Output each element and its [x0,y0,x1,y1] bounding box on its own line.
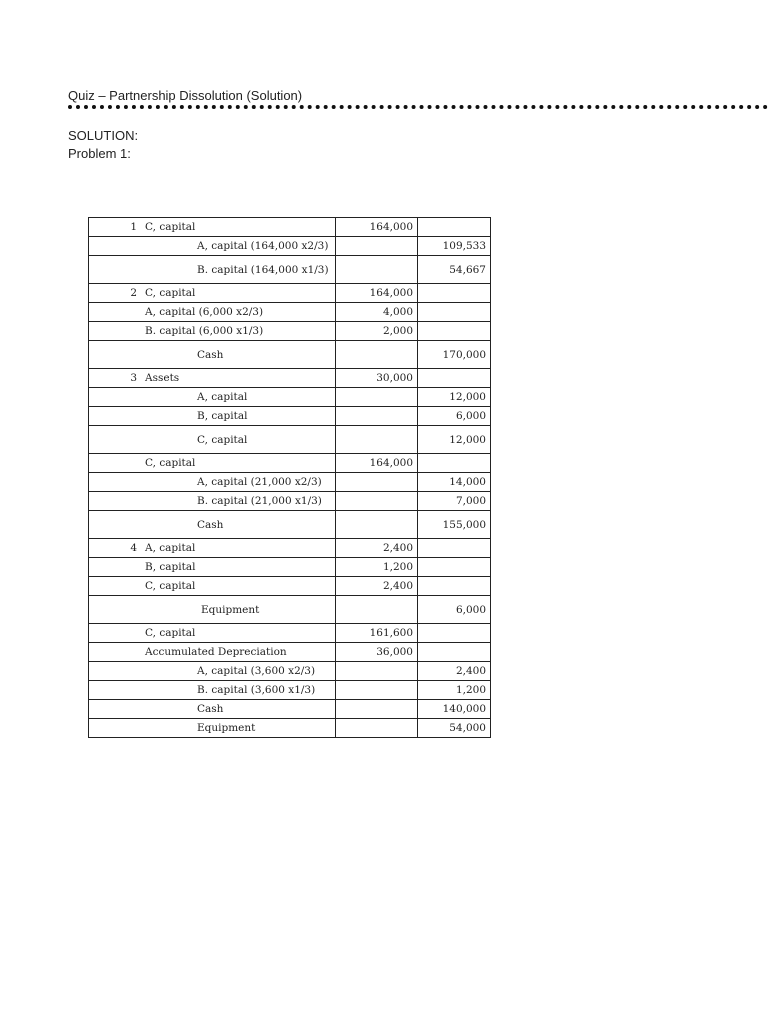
account-cell [89,700,336,719]
account-cell [89,511,336,539]
account-name: C, capital [145,580,196,592]
entry-number: 3 [130,372,137,384]
debit-amount [336,719,418,738]
credit-amount: 6,000 [418,596,491,624]
debit-amount [336,426,418,454]
journal-row [89,256,491,284]
account-cell [89,218,336,237]
account-cell [89,237,336,256]
account-name: Cash [197,348,224,361]
credit-amount: 140,000 [418,700,491,719]
debit-amount [336,256,418,284]
account-cell [89,643,336,662]
journal-row [89,322,491,341]
account-name: C, capital [145,221,196,233]
account-cell [89,426,336,454]
entry-number: 4 [130,542,137,554]
debit-amount [336,341,418,369]
account-cell [89,624,336,643]
account-cell [89,596,336,624]
debit-amount: 2,400 [336,577,418,596]
journal-body [89,218,491,738]
journal-row [89,454,491,473]
entry-number: 1 [130,221,137,233]
journal-row [89,577,491,596]
account-cell [89,341,336,369]
debit-amount: 2,000 [336,322,418,341]
debit-amount [336,700,418,719]
account-name: A, capital [197,391,248,403]
account-name: Cash [197,703,224,715]
debit-amount [336,681,418,700]
credit-amount [418,454,491,473]
account-cell [89,303,336,322]
account-name: B, capital [145,561,196,573]
credit-amount: 14,000 [418,473,491,492]
account-cell [89,407,336,426]
credit-amount: 12,000 [418,426,491,454]
journal-row [89,341,491,369]
account-name: A, capital (21,000 x2/3) [197,476,322,488]
journal-row [89,596,491,624]
account-cell [89,719,336,738]
account-name: Equipment [197,722,256,734]
journal-row [89,492,491,511]
account-cell [89,473,336,492]
credit-amount [418,643,491,662]
credit-amount [418,369,491,388]
credit-amount: 155,000 [418,511,491,539]
account-name: C, capital [145,627,196,639]
account-name: Accumulated Depreciation [145,646,287,658]
credit-amount [418,577,491,596]
debit-amount [336,473,418,492]
journal-row [89,643,491,662]
page-title: Quiz – Partnership Dissolution (Solution) [68,88,303,103]
account-cell [89,369,336,388]
credit-amount [418,303,491,322]
journal-row [89,511,491,539]
debit-amount: 164,000 [336,218,418,237]
credit-amount [418,539,491,558]
account-name: B. capital (21,000 x1/3) [197,495,322,507]
debit-amount [336,388,418,407]
journal-row [89,284,491,303]
debit-amount: 1,200 [336,558,418,577]
debit-amount: 4,000 [336,303,418,322]
journal-row [89,369,491,388]
account-name: Cash [197,518,224,531]
account-name: B, capital [197,410,248,422]
debit-amount: 161,600 [336,624,418,643]
account-name: A, capital [145,542,196,554]
problem-label: Problem 1: [68,146,131,161]
journal-entries-table [88,217,491,738]
account-name: Equipment [201,603,260,616]
journal-row [89,624,491,643]
debit-amount: 36,000 [336,643,418,662]
debit-amount [336,237,418,256]
account-name: C, capital [197,433,248,446]
credit-amount [418,284,491,303]
journal-row [89,426,491,454]
debit-amount: 30,000 [336,369,418,388]
journal-row [89,218,491,237]
journal-row [89,407,491,426]
account-cell [89,454,336,473]
debit-amount [336,596,418,624]
account-cell [89,492,336,511]
account-name: B. capital (6,000 x1/3) [145,325,264,337]
account-name: A, capital (6,000 x2/3) [145,306,264,318]
credit-amount [418,558,491,577]
debit-amount: 164,000 [336,454,418,473]
journal-row [89,700,491,719]
credit-amount [418,322,491,341]
credit-amount: 12,000 [418,388,491,407]
debit-amount [336,492,418,511]
debit-amount [336,662,418,681]
account-cell [89,539,336,558]
debit-amount [336,407,418,426]
credit-amount: 6,000 [418,407,491,426]
account-cell [89,322,336,341]
journal-row [89,662,491,681]
journal-row [89,681,491,700]
journal-row [89,388,491,407]
credit-amount: 109,533 [418,237,491,256]
credit-amount: 54,667 [418,256,491,284]
journal-row [89,473,491,492]
account-cell [89,662,336,681]
account-name: A, capital (164,000 x2/3) [197,240,329,252]
credit-amount [418,218,491,237]
journal-row [89,719,491,738]
journal-row [89,539,491,558]
account-cell [89,256,336,284]
debit-amount: 2,400 [336,539,418,558]
credit-amount: 54,000 [418,719,491,738]
account-name: C, capital [145,287,196,299]
credit-amount: 7,000 [418,492,491,511]
journal-row [89,303,491,322]
dotted-divider [68,105,768,109]
journal-row [89,558,491,577]
entry-number: 2 [130,287,137,299]
debit-amount [336,511,418,539]
account-cell [89,284,336,303]
account-name: A, capital (3,600 x2/3) [197,665,316,677]
account-cell [89,681,336,700]
credit-amount: 170,000 [418,341,491,369]
credit-amount: 2,400 [418,662,491,681]
credit-amount: 1,200 [418,681,491,700]
solution-label: SOLUTION: [68,128,139,143]
account-name: C, capital [145,457,196,469]
account-cell [89,388,336,407]
journal-row [89,237,491,256]
account-name: B. capital (164,000 x1/3) [197,263,329,276]
account-name: Assets [145,372,180,384]
account-cell [89,558,336,577]
debit-amount: 164,000 [336,284,418,303]
account-cell [89,577,336,596]
account-name: B. capital (3,600 x1/3) [197,684,316,696]
credit-amount [418,624,491,643]
